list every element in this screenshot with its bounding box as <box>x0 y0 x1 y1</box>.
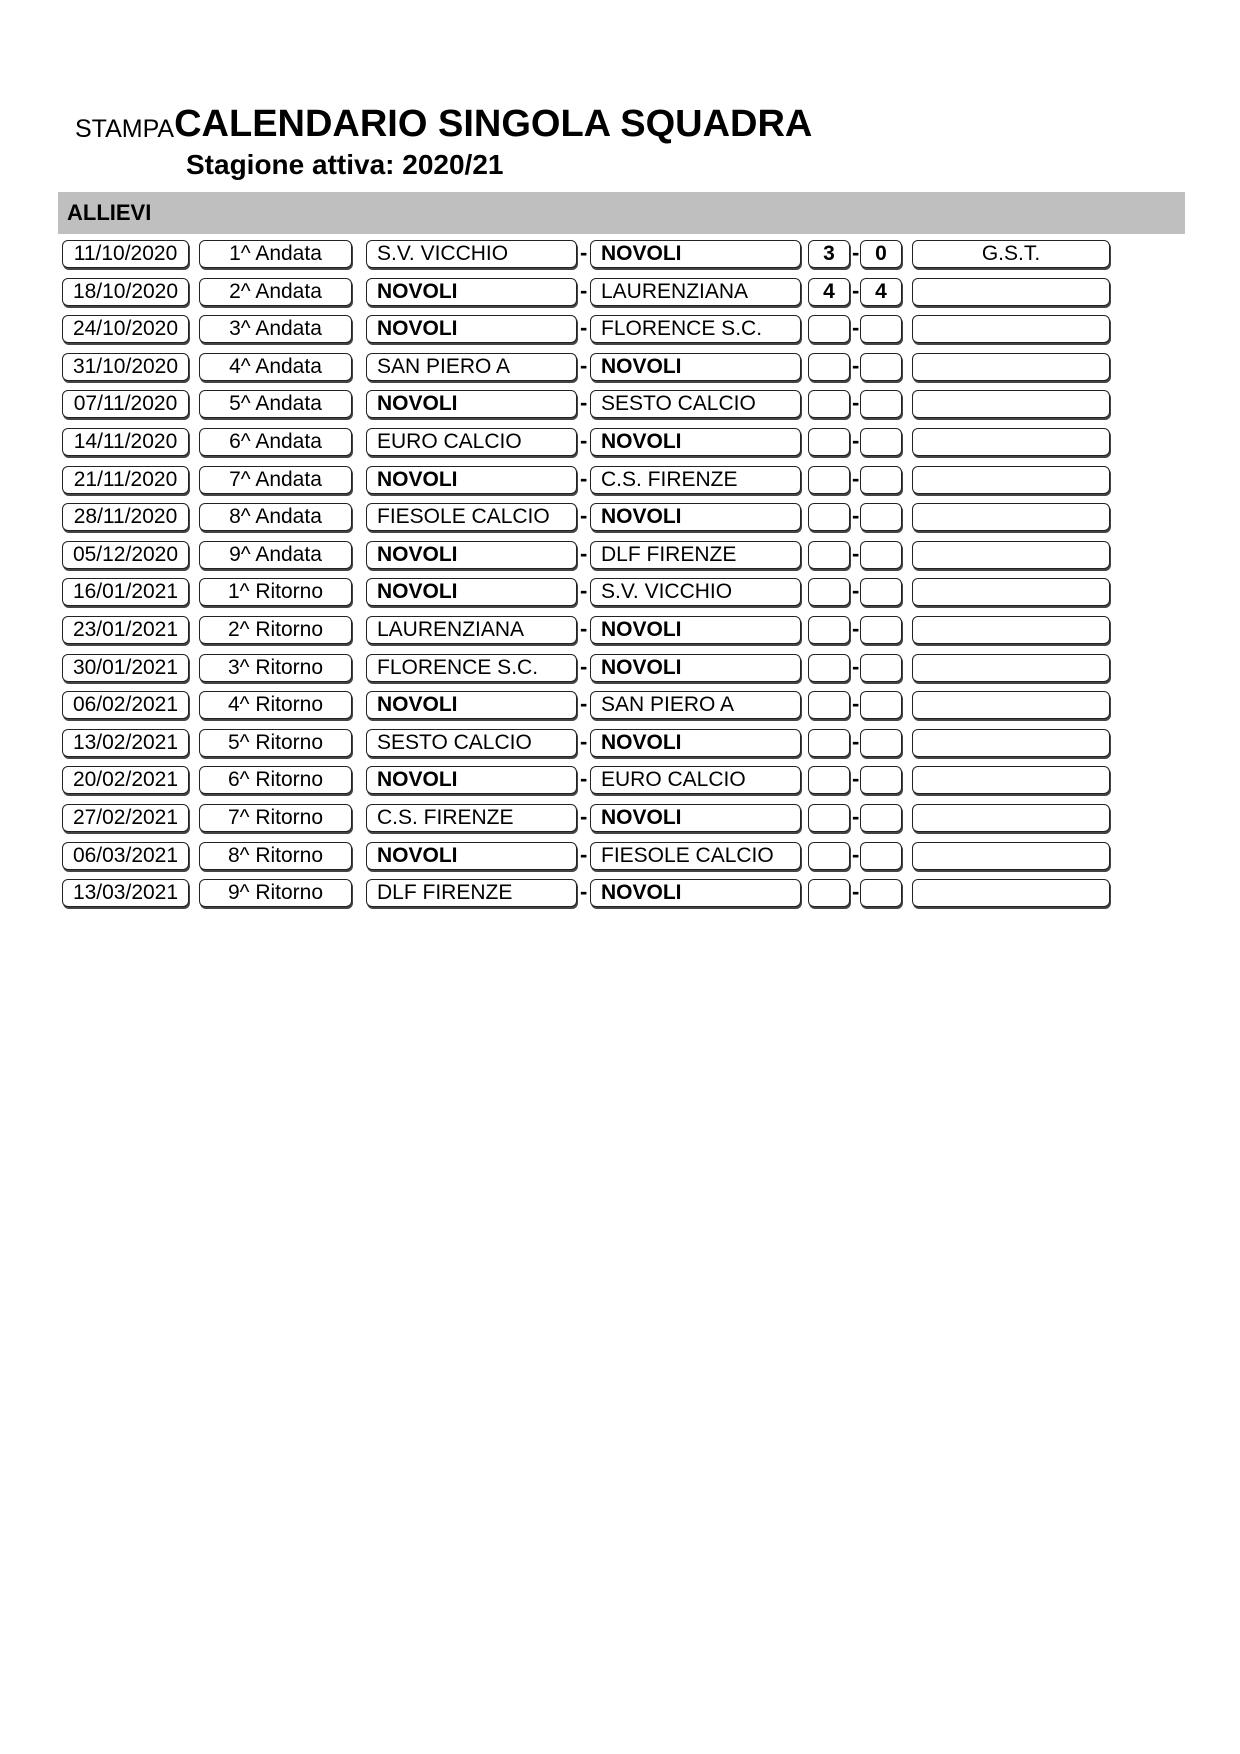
match-note <box>912 278 1110 306</box>
page-header <box>75 100 1175 184</box>
away-team: NOVOLI <box>590 353 801 381</box>
home-team: NOVOLI <box>366 390 577 418</box>
score-home <box>808 390 850 418</box>
score-away <box>860 879 902 907</box>
match-round: 8^ Andata <box>199 503 352 531</box>
match-note <box>912 503 1110 531</box>
score-away: 0 <box>860 240 902 268</box>
score-separator: - <box>852 277 860 303</box>
score-separator: - <box>852 728 860 754</box>
score-home <box>808 315 850 343</box>
teams-separator: - <box>580 691 588 717</box>
score-away <box>860 353 902 381</box>
match-round: 5^ Ritorno <box>199 729 352 757</box>
match-date: 14/11/2020 <box>62 428 189 456</box>
teams-separator: - <box>580 352 588 378</box>
score-separator: - <box>852 578 860 604</box>
home-team: EURO CALCIO <box>366 428 577 456</box>
home-team: NOVOLI <box>366 578 577 606</box>
score-home <box>808 654 850 682</box>
score-separator: - <box>852 465 860 491</box>
score-home <box>808 428 850 456</box>
category-bar: ALLIEVI <box>58 192 1185 234</box>
page-title: CALENDARIO SINGOLA SQUADRA <box>174 103 813 145</box>
teams-separator: - <box>580 653 588 679</box>
teams-separator: - <box>580 578 588 604</box>
fixture-row <box>62 689 1122 727</box>
match-date: 20/02/2021 <box>62 766 189 794</box>
season-subtitle: Stagione attiva: 2020/21 <box>186 149 504 180</box>
score-separator: - <box>852 841 860 867</box>
match-note <box>912 390 1110 418</box>
score-home: 3 <box>808 240 850 268</box>
score-separator: - <box>852 615 860 641</box>
match-date: 13/03/2021 <box>62 879 189 907</box>
score-separator: - <box>852 879 860 905</box>
match-note <box>912 766 1110 794</box>
fixture-row <box>62 614 1122 652</box>
home-team: S.V. VICCHIO <box>366 240 577 268</box>
score-away <box>860 766 902 794</box>
home-team: NOVOLI <box>366 278 577 306</box>
score-separator: - <box>852 503 860 529</box>
match-round: 5^ Andata <box>199 390 352 418</box>
fixture-row <box>62 576 1122 614</box>
teams-separator: - <box>580 766 588 792</box>
away-team: SESTO CALCIO <box>590 390 801 418</box>
fixture-row <box>62 351 1122 389</box>
score-separator: - <box>852 352 860 378</box>
title-line <box>75 100 1175 146</box>
score-separator: - <box>852 240 860 265</box>
score-separator: - <box>852 540 860 566</box>
match-note <box>912 315 1110 343</box>
score-away <box>860 578 902 606</box>
away-team: LAURENZIANA <box>590 278 801 306</box>
score-away <box>860 729 902 757</box>
match-round: 3^ Andata <box>199 315 352 343</box>
match-round: 8^ Ritorno <box>199 842 352 870</box>
match-round: 4^ Ritorno <box>199 691 352 719</box>
match-round: 7^ Andata <box>199 466 352 494</box>
away-team: FLORENCE S.C. <box>590 315 801 343</box>
teams-separator: - <box>580 503 588 529</box>
score-home <box>808 729 850 757</box>
score-home <box>808 541 850 569</box>
fixture-row <box>62 539 1122 577</box>
match-date: 30/01/2021 <box>62 654 189 682</box>
score-separator: - <box>852 803 860 829</box>
teams-separator: - <box>580 277 588 303</box>
fixture-row <box>62 840 1122 878</box>
title-prefix: STAMPA <box>75 115 175 143</box>
fixture-row <box>62 877 1122 915</box>
fixtures-list <box>62 238 1122 915</box>
match-date: 16/01/2021 <box>62 578 189 606</box>
teams-separator: - <box>580 841 588 867</box>
teams-separator: - <box>580 427 588 453</box>
away-team: NOVOLI <box>590 428 801 456</box>
match-date: 18/10/2020 <box>62 278 189 306</box>
fixture-row <box>62 727 1122 765</box>
teams-separator: - <box>580 879 588 905</box>
match-round: 9^ Ritorno <box>199 879 352 907</box>
home-team: LAURENZIANA <box>366 616 577 644</box>
match-date: 24/10/2020 <box>62 315 189 343</box>
score-home <box>808 879 850 907</box>
home-team: NOVOLI <box>366 315 577 343</box>
score-separator: - <box>852 691 860 717</box>
away-team: NOVOLI <box>590 503 801 531</box>
teams-separator: - <box>580 390 588 416</box>
away-team: NOVOLI <box>590 616 801 644</box>
score-home: 4 <box>808 278 850 306</box>
match-date: 06/03/2021 <box>62 842 189 870</box>
score-away <box>860 390 902 418</box>
teams-separator: - <box>580 803 588 829</box>
score-home <box>808 616 850 644</box>
match-round: 2^ Andata <box>199 278 352 306</box>
home-team: NOVOLI <box>366 691 577 719</box>
score-home <box>808 842 850 870</box>
away-team: NOVOLI <box>590 879 801 907</box>
match-note <box>912 428 1110 456</box>
home-team: SESTO CALCIO <box>366 729 577 757</box>
match-note <box>912 353 1110 381</box>
match-note <box>912 541 1110 569</box>
score-home <box>808 353 850 381</box>
score-away <box>860 466 902 494</box>
teams-separator: - <box>580 540 588 566</box>
match-round: 1^ Andata <box>199 240 352 268</box>
away-team: NOVOLI <box>590 804 801 832</box>
score-home <box>808 691 850 719</box>
fixture-row <box>62 464 1122 502</box>
home-team: SAN PIERO A <box>366 353 577 381</box>
teams-separator: - <box>580 240 588 265</box>
match-date: 11/10/2020 <box>62 240 189 268</box>
score-separator: - <box>852 315 860 341</box>
match-note <box>912 842 1110 870</box>
away-team: SAN PIERO A <box>590 691 801 719</box>
fixture-row <box>62 764 1122 802</box>
teams-separator: - <box>580 465 588 491</box>
away-team: EURO CALCIO <box>590 766 801 794</box>
match-date: 05/12/2020 <box>62 541 189 569</box>
match-round: 6^ Andata <box>199 428 352 456</box>
score-away <box>860 503 902 531</box>
score-away <box>860 315 902 343</box>
match-round: 6^ Ritorno <box>199 766 352 794</box>
match-round: 9^ Andata <box>199 541 352 569</box>
fixture-row <box>62 313 1122 351</box>
teams-separator: - <box>580 728 588 754</box>
fixture-row <box>62 802 1122 840</box>
match-note <box>912 466 1110 494</box>
match-note <box>912 879 1110 907</box>
score-away <box>860 654 902 682</box>
score-home <box>808 466 850 494</box>
score-away <box>860 616 902 644</box>
match-note <box>912 729 1110 757</box>
match-date: 07/11/2020 <box>62 390 189 418</box>
away-team: FIESOLE CALCIO <box>590 842 801 870</box>
match-round: 3^ Ritorno <box>199 654 352 682</box>
home-team: FIESOLE CALCIO <box>366 503 577 531</box>
away-team: S.V. VICCHIO <box>590 578 801 606</box>
match-note <box>912 804 1110 832</box>
match-note <box>912 578 1110 606</box>
match-date: 28/11/2020 <box>62 503 189 531</box>
fixture-row <box>62 501 1122 539</box>
match-date: 31/10/2020 <box>62 353 189 381</box>
fixture-row <box>62 426 1122 464</box>
home-team: NOVOLI <box>366 766 577 794</box>
score-away <box>860 804 902 832</box>
match-date: 27/02/2021 <box>62 804 189 832</box>
score-home <box>808 766 850 794</box>
score-away <box>860 428 902 456</box>
match-date: 06/02/2021 <box>62 691 189 719</box>
away-team: NOVOLI <box>590 729 801 757</box>
score-away <box>860 842 902 870</box>
home-team: FLORENCE S.C. <box>366 654 577 682</box>
match-round: 1^ Ritorno <box>199 578 352 606</box>
match-round: 7^ Ritorno <box>199 804 352 832</box>
match-date: 21/11/2020 <box>62 466 189 494</box>
fixture-row <box>62 388 1122 426</box>
score-separator: - <box>852 766 860 792</box>
match-note <box>912 616 1110 644</box>
away-team: NOVOLI <box>590 654 801 682</box>
fixture-row <box>62 276 1122 314</box>
home-team: NOVOLI <box>366 466 577 494</box>
fixture-row <box>62 238 1122 276</box>
home-team: DLF FIRENZE <box>366 879 577 907</box>
score-home <box>808 578 850 606</box>
score-away <box>860 691 902 719</box>
match-round: 2^ Ritorno <box>199 616 352 644</box>
home-team: C.S. FIRENZE <box>366 804 577 832</box>
home-team: NOVOLI <box>366 541 577 569</box>
match-note: G.S.T. <box>912 240 1110 268</box>
score-separator: - <box>852 427 860 453</box>
match-date: 23/01/2021 <box>62 616 189 644</box>
score-home <box>808 804 850 832</box>
match-note <box>912 691 1110 719</box>
score-away: 4 <box>860 278 902 306</box>
away-team: C.S. FIRENZE <box>590 466 801 494</box>
score-home <box>808 503 850 531</box>
score-separator: - <box>852 390 860 416</box>
score-separator: - <box>852 653 860 679</box>
match-date: 13/02/2021 <box>62 729 189 757</box>
teams-separator: - <box>580 315 588 341</box>
home-team: NOVOLI <box>366 842 577 870</box>
score-away <box>860 541 902 569</box>
teams-separator: - <box>580 615 588 641</box>
fixture-row <box>62 652 1122 690</box>
match-note <box>912 654 1110 682</box>
away-team: DLF FIRENZE <box>590 541 801 569</box>
away-team: NOVOLI <box>590 240 801 268</box>
match-round: 4^ Andata <box>199 353 352 381</box>
